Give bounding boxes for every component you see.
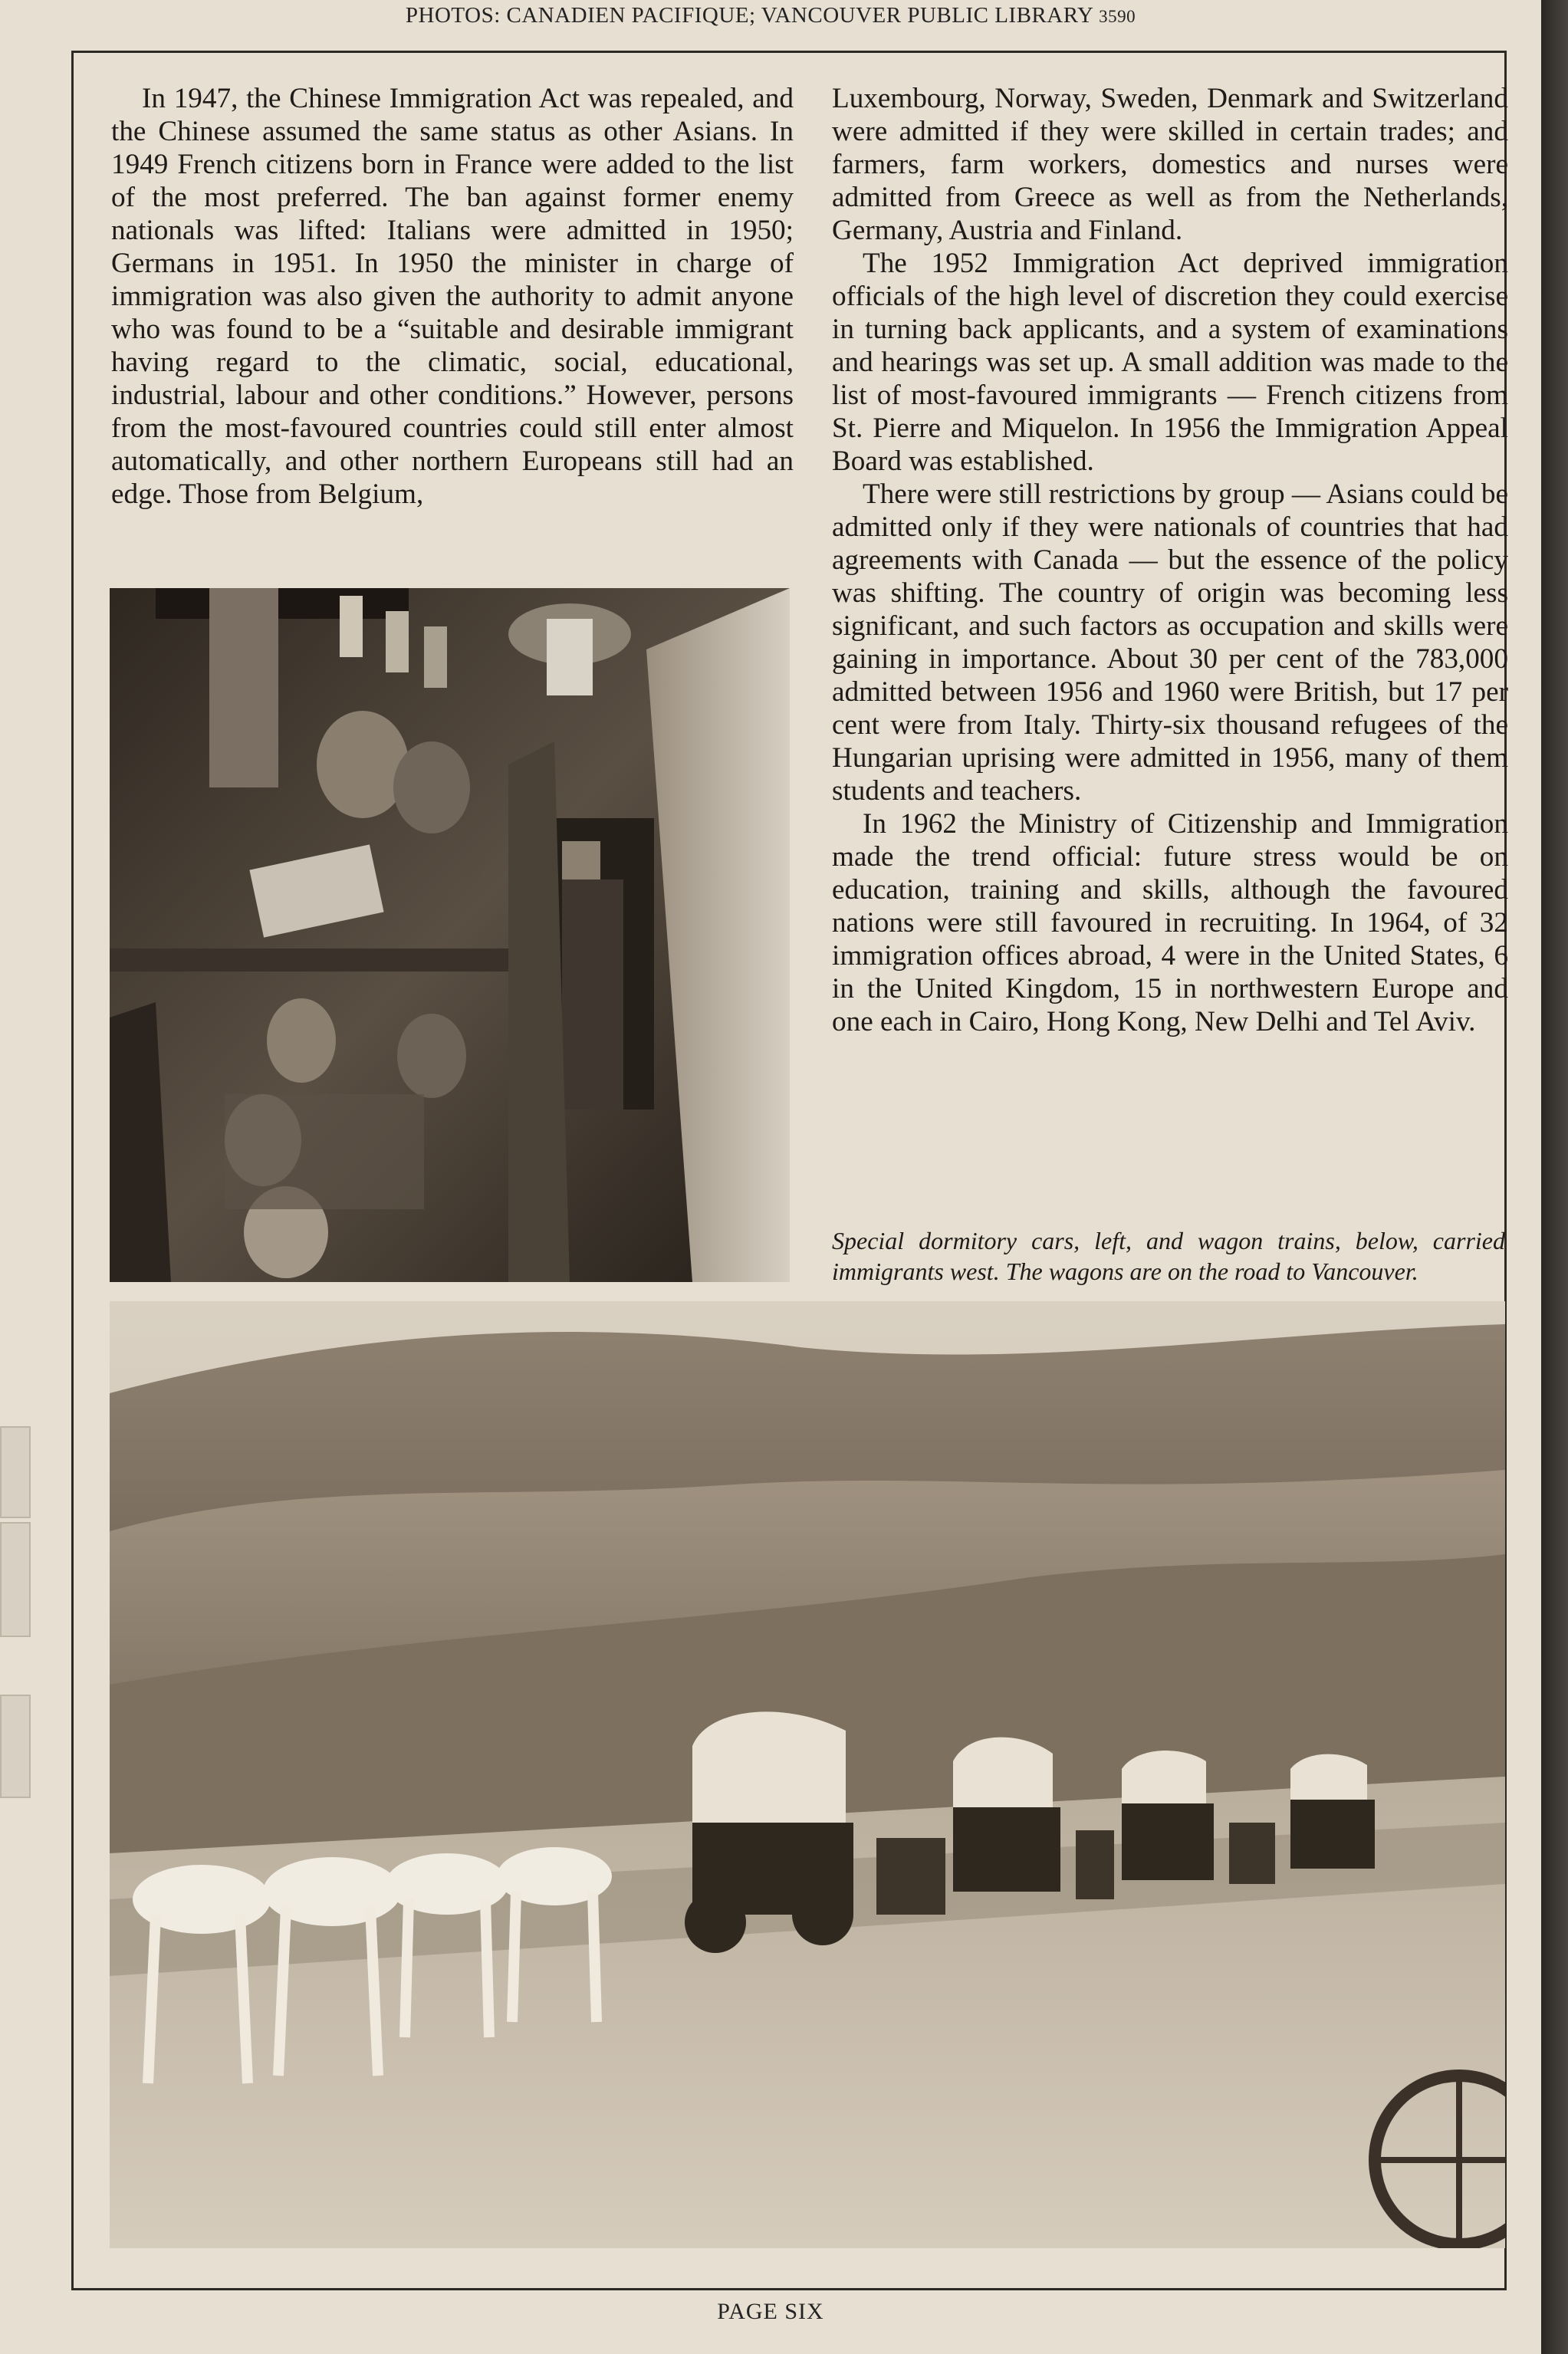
dormitory-car-image (110, 588, 790, 1282)
side-tab-1 (0, 1426, 31, 1518)
photo-credit-number: 3590 (1099, 7, 1136, 26)
dormitory-car-photo (110, 588, 790, 1282)
binding-edge (1541, 0, 1568, 2354)
left-text-column (111, 82, 794, 511)
page-number-footer: PAGE SIX (717, 2299, 824, 2324)
side-tab-3 (0, 1695, 31, 1798)
wagon-train-photo (110, 1301, 1505, 2248)
photo-caption: Special dormitory cars, left, and wagon trains, below, carried immigrants west. The wagons are on the road to Vancouver. (832, 1227, 1505, 1285)
right-paragraph-1: Luxembourg, Norway, Sweden, Denmark and Switzerland were admitted if they were skilled in certain trades; and farmers, farm workers, domestics and nurses were admitted from Greece as well as from the Netherlands, Germany, Austria and Finland. (832, 83, 1508, 246)
right-paragraph-4: In 1962 the Ministry of Citizenship and Immigration made the trend official: future stress would be on education, training and skills, although the favoured nations were still favoured in recruiting. In 1964, of 32 immigration offices abroad, 4 were in the United States, 6 in the United Kingdom, 15 in northwestern Europe and one each in Cairo, Hong Kong, New Delhi and Tel Aviv. (832, 808, 1508, 1037)
photo-credit-text: PHOTOS: CANADIEN PACIFIQUE; VANCOUVER PUBLIC LIBRARY (405, 3, 1093, 28)
photo-credit (0, 3, 1541, 28)
right-paragraph-2: The 1952 Immigration Act deprived immigration officials of the high level of discretion they could exercise in turning back applicants, and a system of examinations and hearings was set up. A small addition was made to the list of most-favoured immigrants — French citizens from St. Pierre and Miquelon. In 1956 the Immigration Appeal Board was established. (832, 248, 1508, 477)
right-text-column (832, 82, 1508, 1038)
left-paragraph-1: In 1947, the Chinese Immigration Act was repealed, and the Chinese assumed the same status as other Asians. In 1949 French citizens born in France were added to the list of the most preferred. The ban against former enemy nationals was lifted: Italians were admitted in 1950; Germans in 1951. In 1950 the minister in charge of immigration was also given the authority to admit anyone who was found to be a “suitable and desirable immigrant having regard to the climatic, social, educational, industrial, labour and other conditions.” However, persons from the most-favoured countries could still enter almost automatically, and other northern Europeans still had an edge. Those from Belgium, (111, 83, 794, 510)
wagon-train-image (110, 1301, 1505, 2248)
right-paragraph-3: There were still restrictions by group — Asians could be admitted only if they were nationals of countries that had agreements with Canada — but the essence of the policy was shifting. The country of origin was becoming less significant, and such factors as occupation and skills were gaining in importance. About 30 per cent of the 783,000 admitted between 1956 and 1960 were British, but 17 per cent were from Italy. Thirty-six thousand refugees of the Hungarian uprising were admitted in 1956, many of them students and teachers. (832, 478, 1508, 807)
side-tab-2 (0, 1522, 31, 1637)
